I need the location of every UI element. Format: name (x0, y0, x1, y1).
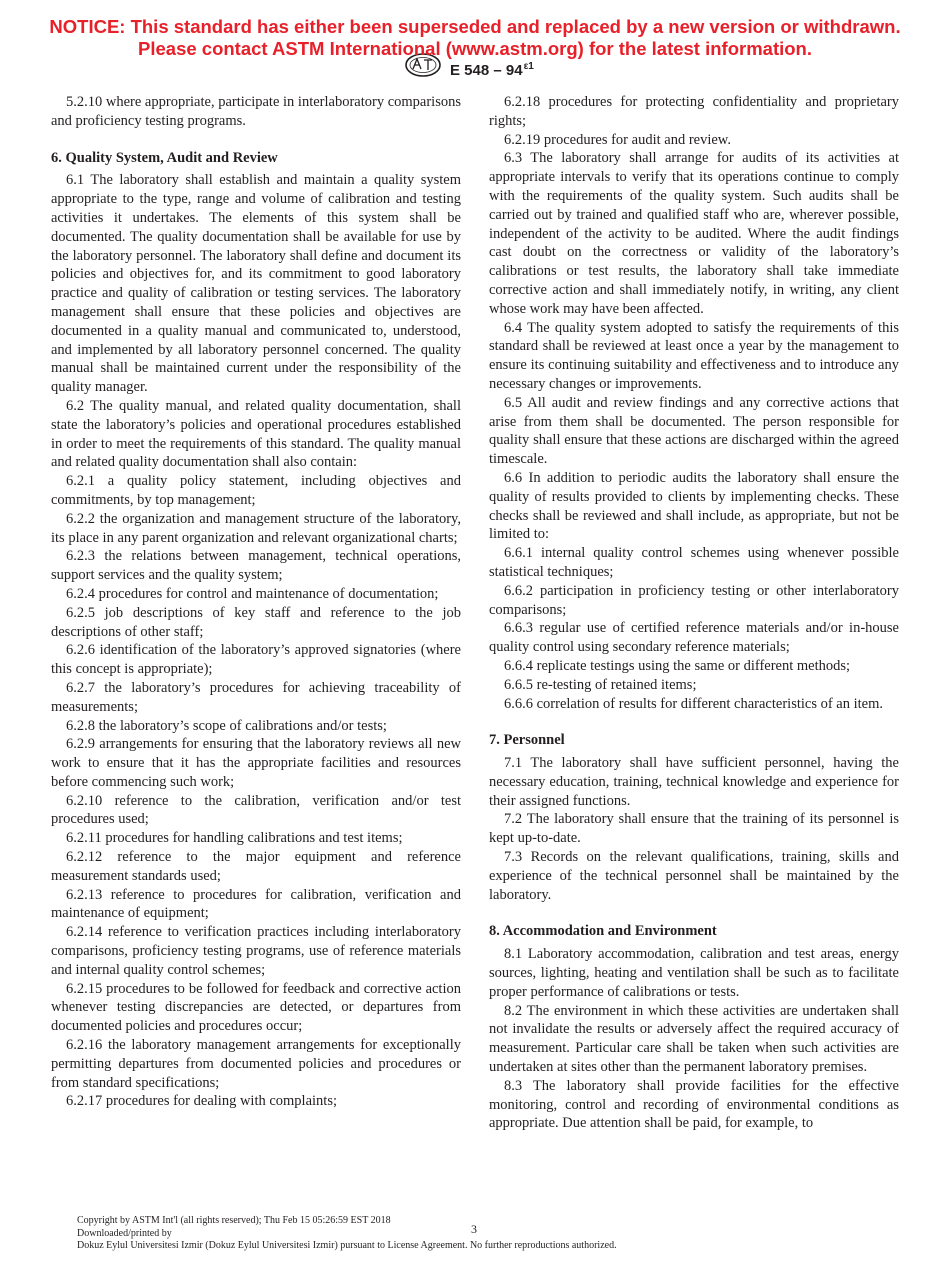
paragraph: 6.2.9 arrangements for ensuring that the laboratory reviews all new work to ensure that it has the appropriate facilities and resources before commencing such work; (51, 736, 461, 790)
footer-copyright: Copyright by ASTM Int'l (all rights reserved); Thu Feb 15 05:26:59 EST 2018 (77, 1215, 391, 1226)
paragraph: 6.2.18 procedures for protecting confidentiality and proprietary rights; (489, 94, 899, 129)
paragraph: 6.2.19 procedures for audit and review. (504, 131, 731, 148)
paragraph: 6.2.11 procedures for handling calibrations and test items; (66, 830, 403, 847)
paragraph: 6.2.6 identification of the laboratory’s approved signatories (where this concept is appropriate); (51, 642, 461, 678)
notice-line-1: NOTICE: This standard has either been superseded and replaced by a new version or withdrawn. (49, 16, 901, 37)
paragraph: 6.2.8 the laboratory’s scope of calibrations and/or tests; (66, 717, 387, 734)
designation (450, 61, 534, 79)
paragraph: 6.6.6 correlation of results for different characteristics of an item. (504, 695, 884, 712)
paragraph: 8.3 The laboratory shall provide facilities for the effective monitoring, control and recording of environmental conditions as appropriate. Due attention shall be paid, for example, to (489, 1077, 899, 1132)
paragraph: 6.6.3 regular use of certified reference materials and/or in-house quality control using secondary reference materials; (489, 620, 899, 656)
paragraph: 6.6.2 participation in proficiency testing or other interlaboratory comparisons; (489, 582, 899, 618)
paragraph: 6.3 The laboratory shall arrange for audits of its activities at appropriate intervals to verify that its operations continue to comply with the requirements of the quality system. Such audits shall be carried out by trained and qualified staff who are, wherever possible, independent of the activity to be audited. Where the audit findings cast doubt on the correctness or validity of the laboratory’s calibrations or test results, the laboratory shall take immediate corrective action and shall immediately notify, in writing, any client whose work may have been affected. (489, 150, 899, 317)
page-number: 3 (471, 1222, 477, 1236)
designation-number: E 548 – 94 (450, 62, 523, 79)
paragraph: 6.6.4 replicate testings using the same or different methods; (504, 657, 851, 674)
withdrawal-notice (0, 16, 950, 60)
paragraph: 6.5 All audit and review findings and any corrective actions that arise from them shall be documented. The person responsible for quality shall ensure that these actions are discharged within the agreed timescale. (489, 394, 899, 468)
footer-downloaded: Downloaded/printed by (77, 1227, 172, 1239)
paragraph: 6.2.10 reference to the calibration, verification and/or test procedures used; (51, 792, 461, 828)
paragraph: 6.2.14 reference to verification practices including interlaboratory comparisons, proficiency testing programs, use of reference materials and internal quality control schemes; (51, 924, 461, 978)
paragraph: 7.3 Records on the relevant qualifications, training, skills and experience of the technical personnel shall be maintained by the laboratory. (489, 849, 899, 903)
paragraph: 6.2.1 a quality policy statement, including objectives and commitments, by top management; (51, 473, 461, 508)
paragraph: 6.6 In addition to periodic audits the laboratory shall ensure the quality of results provided to clients by implementing checks. These checks shall be reviewed and shall include, as appropriate, but not be limited to: (489, 469, 899, 543)
paragraph: 7.2 The laboratory shall ensure that the training of its personnel is kept up-to-date. (489, 811, 899, 847)
footer (77, 1215, 777, 1253)
paragraph: 6.2 The quality manual, and related quality documentation, shall state the laboratory’s policies and operational procedures established in order to meet the requirements of this standard. The quality manual and related quality documentation shall also contain: (51, 397, 461, 471)
right-column (489, 93, 899, 1133)
section-heading: 7. Personnel (489, 732, 565, 749)
paragraph: 6.4 The quality system adopted to satisfy the requirements of this standard shall be reviewed at least once a year by the management to ensure its continuing suitability and effectiveness and to introduce any necessary changes or improvements. (489, 319, 899, 392)
paragraph: 6.2.15 procedures to be followed for feedback and corrective action whenever testing discrepancies are detected, or departures from documented policies and procedures occur; (51, 980, 461, 1035)
paragraph: 6.2.12 reference to the major equipment and reference measurement standards used; (51, 849, 461, 884)
paragraph: 6.6.1 internal quality control schemes using whenever possible statistical techniques; (489, 545, 899, 580)
paragraph: 6.2.16 the laboratory management arrangements for exceptionally permitting departures from documented policies and procedures or from standard specifications; (51, 1037, 461, 1091)
left-column (51, 93, 461, 1111)
paragraph: 6.2.17 procedures for dealing with complaints; (66, 1093, 338, 1110)
paragraph: 8.1 Laboratory accommodation, calibration and test areas, energy sources, lighting, heating and ventilation shall be such as to facilitate proper performance of calibrations or tests. (489, 946, 899, 1000)
paragraph: 6.2.7 the laboratory’s procedures for achieving traceability of measurements; (51, 679, 461, 715)
paragraph: 7.1 The laboratory shall have sufficient personnel, having the necessary education, training, technical knowledge and experience for their assigned functions. (489, 755, 899, 809)
paragraph: 6.6.5 re-testing of retained items; (504, 676, 697, 693)
paragraph: 6.2.5 job descriptions of key staff and reference to the job descriptions of other staff; (51, 604, 461, 640)
paragraph: 6.1 The laboratory shall establish and maintain a quality system appropriate to the type, range and volume of calibration and testing activities it undertakes. The elements of this system shall be documented. The quality documentation shall be available for use by the laboratory personnel. The laboratory shall define and document its policies and objectives for, and its commitment to good laboratory practice and quality of calibration or testing services. The laboratory management shall ensure that these policies and objectives are documented in a quality manual and communicated to, understood, and implemented by all laboratory personnel concerned. The quality manual shall be maintained current under the responsibility of the quality manager. (51, 172, 461, 396)
paragraph: 6.2.4 procedures for control and maintenance of documentation; (66, 585, 439, 602)
paragraph: 8.2 The environment in which these activities are undertaken shall not invalidate the results or adversely affect the required accuracy of measurement. Particular care shall be taken when such activities are undertaken at sites other than the permanent laboratory premises. (489, 1002, 899, 1076)
paragraph: 6.2.13 reference to procedures for calibration, verification and maintenance of equipment; (51, 886, 461, 922)
section-heading: 8. Accommodation and Environment (489, 923, 717, 940)
section-heading: 6. Quality System, Audit and Review (51, 149, 278, 166)
paragraph: 6.2.3 the relations between management, technical operations, support services and the quality system; (51, 548, 461, 584)
notice-line-2: Please contact ASTM International (www.astm.org) for the latest information. (138, 38, 812, 59)
paragraph: 5.2.10 where appropriate, participate in interlaboratory comparisons and proficiency testing programs. (51, 94, 461, 129)
paragraph: 6.2.2 the organization and management structure of the laboratory, its place in any parent organization and relevant organizational charts; (51, 510, 461, 546)
designation-epsilon: ε1 (523, 61, 534, 72)
footer-license: Dokuz Eylul Universitesi Izmir (Dokuz Eylul Universitesi Izmir) pursuant to License Agreement. No further reproductions authorized. (77, 1240, 617, 1251)
